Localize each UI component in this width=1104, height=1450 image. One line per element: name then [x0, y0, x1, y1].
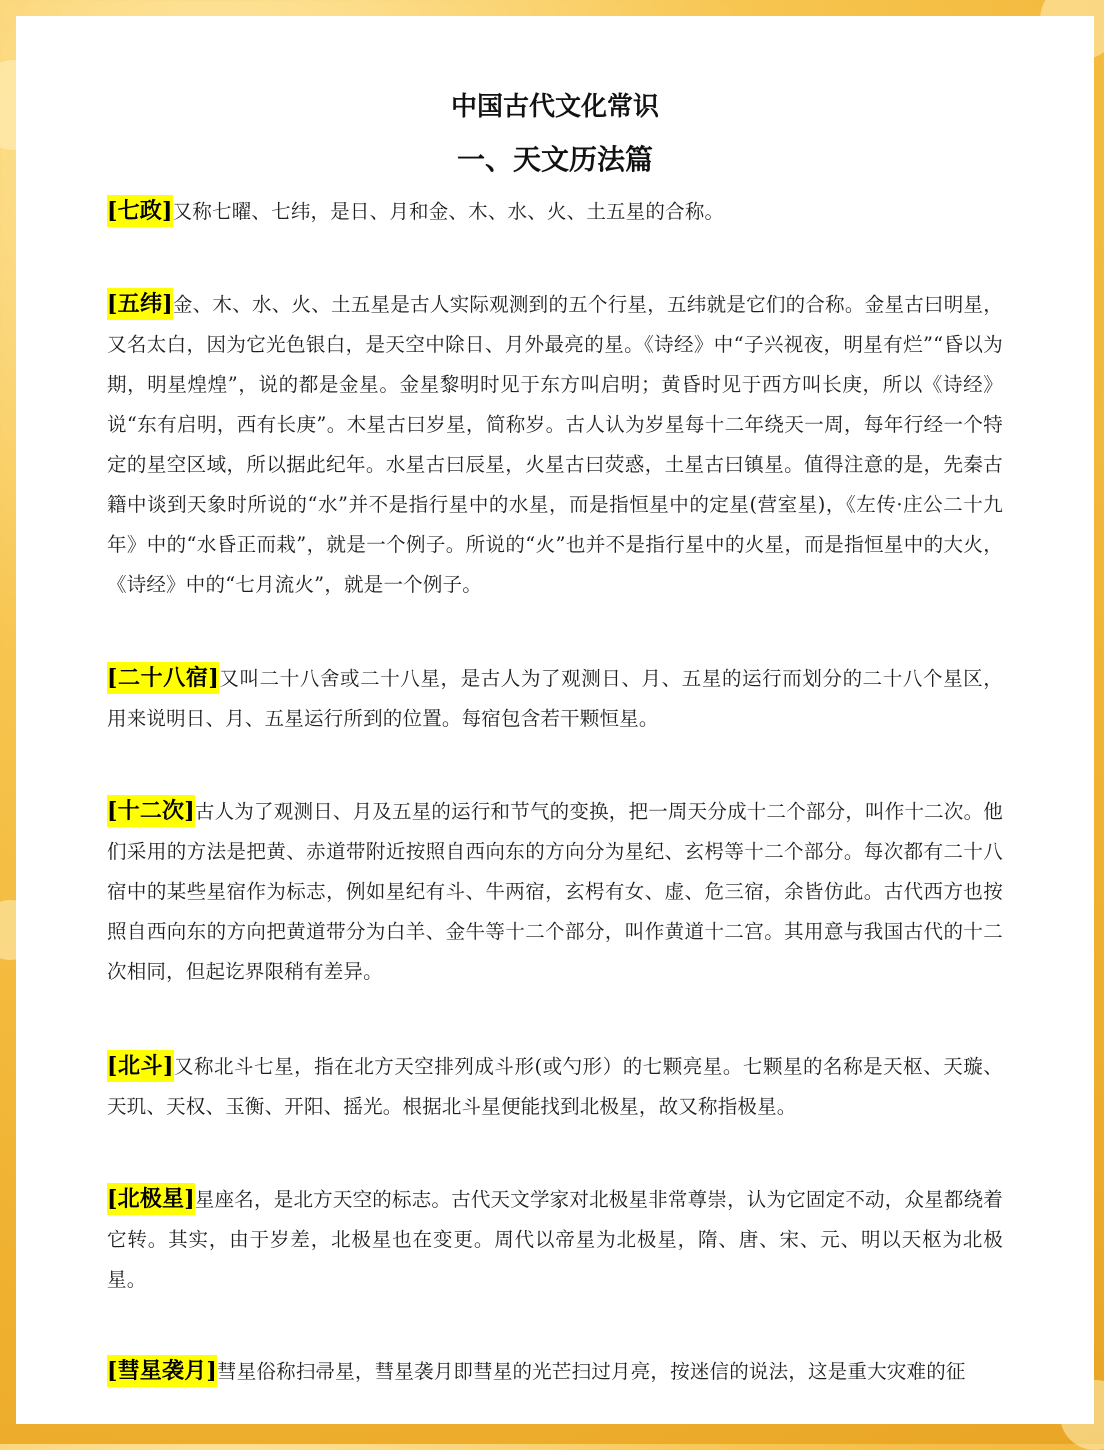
entry-shierci	[107, 791, 1003, 992]
entry-text: 彗星俗称扫帚星，彗星袭月即彗星的光芒扫过月亮，按迷信的说法，这是重大灾难的征	[217, 1360, 966, 1383]
entry-text: 古人为了观测日、月及五星的运行和节气的变换，把一周天分成十二个部分，叫作十二次。他们采用的方法是把黄、赤道带附近按照自西向东的方向分为星纪、玄枵等十二个部分。每次都有二十八宿中的某些星宿作为标志，例如星纪有斗、牛两宿，玄枵有女、虚、危三宿，余皆仿此。古代西方也按照自西向东的方向把黄道带分为白羊、金牛等十二个部分，叫作黄道十二宫。其用意与我国古代的十二次相同，但起讫界限稍有差异。	[107, 800, 1004, 983]
entry-term: [北斗]	[107, 1050, 174, 1082]
entry-text: 星座名，是北方天空的标志。古代天文学家对北极星非常尊崇，认为它固定不动，众星都绕着它转。其实，由于岁差，北极星也在变更。周代以帝星为北极星，隋、唐、宋、元、明以天枢为北极星。	[107, 1188, 1004, 1291]
section-title: 一、天文历法篇	[456, 143, 653, 176]
entry-term: [二十八宿]	[107, 662, 219, 694]
entry-term: [七政]	[107, 195, 173, 227]
entry-beijixing	[107, 1179, 1003, 1300]
entry-text: 又称北斗七星，指在北方天空排列成斗形(或勺形）的七颗亮星。七颗星的名称是天枢、天璇、天玑、天权、玉衡、开阳、摇光。根据北斗星便能找到北极星，故又称指极星。	[107, 1055, 1003, 1118]
entry-huixingxiyue	[107, 1351, 1003, 1392]
entry-qizheng	[107, 191, 1003, 232]
entry-text: 又称七曜、七纬，是日、月和金、木、水、火、土五星的合称。	[172, 200, 725, 223]
entry-term: [北极星]	[107, 1183, 195, 1215]
document-page	[16, 16, 1094, 1424]
entry-wuwei	[107, 284, 1003, 605]
entry-beidou	[107, 1046, 1003, 1127]
entry-ershibaxiu	[107, 658, 1003, 739]
entry-term: [十二次]	[107, 795, 195, 827]
entry-term: [五纬]	[107, 288, 173, 320]
document-title: 中国古代文化常识	[450, 92, 659, 122]
entry-term: [彗星袭月]	[107, 1355, 217, 1387]
entry-text: 又叫二十八舍或二十八星，是古人为了观测日、月、五星的运行而划分的二十八个星区，用来说明日、月、五星运行所到的位置。每宿包含若干颗恒星。	[107, 667, 1003, 730]
entry-text: 金、木、水、火、土五星是古人实际观测到的五个行星，五纬就是它们的合称。金星古曰明星，又名太白，因为它光色银白，是天空中除日、月外最亮的星。《诗经》中“子兴视夜，明星有烂”“昏以为期，明星煌煌”，说的都是金星。金星黎明时见于东方叫启明；黄昏时见于西方叫长庚，所以《诗经》说“东有启明，西有长庚”。木星古曰岁星，简称岁。古人认为岁星每十二年绕天一周，每年行经一个特定的星空区域，所以据此纪年。水星古曰辰星，火星古曰荧惑，土星古曰镇星。值得注意的是，先秦古籍中谈到天象时所说的“水”并不是指行星中的水星，而是指恒星中的定星(营室星)，《左传·庄公二十九年》中的“水昏正而栽”，就是一个例子。所说的“火”也并不是指行星中的火星，而是指恒星中的大火，《诗经》中的“七月流火”，就是一个例子。	[107, 293, 1003, 596]
